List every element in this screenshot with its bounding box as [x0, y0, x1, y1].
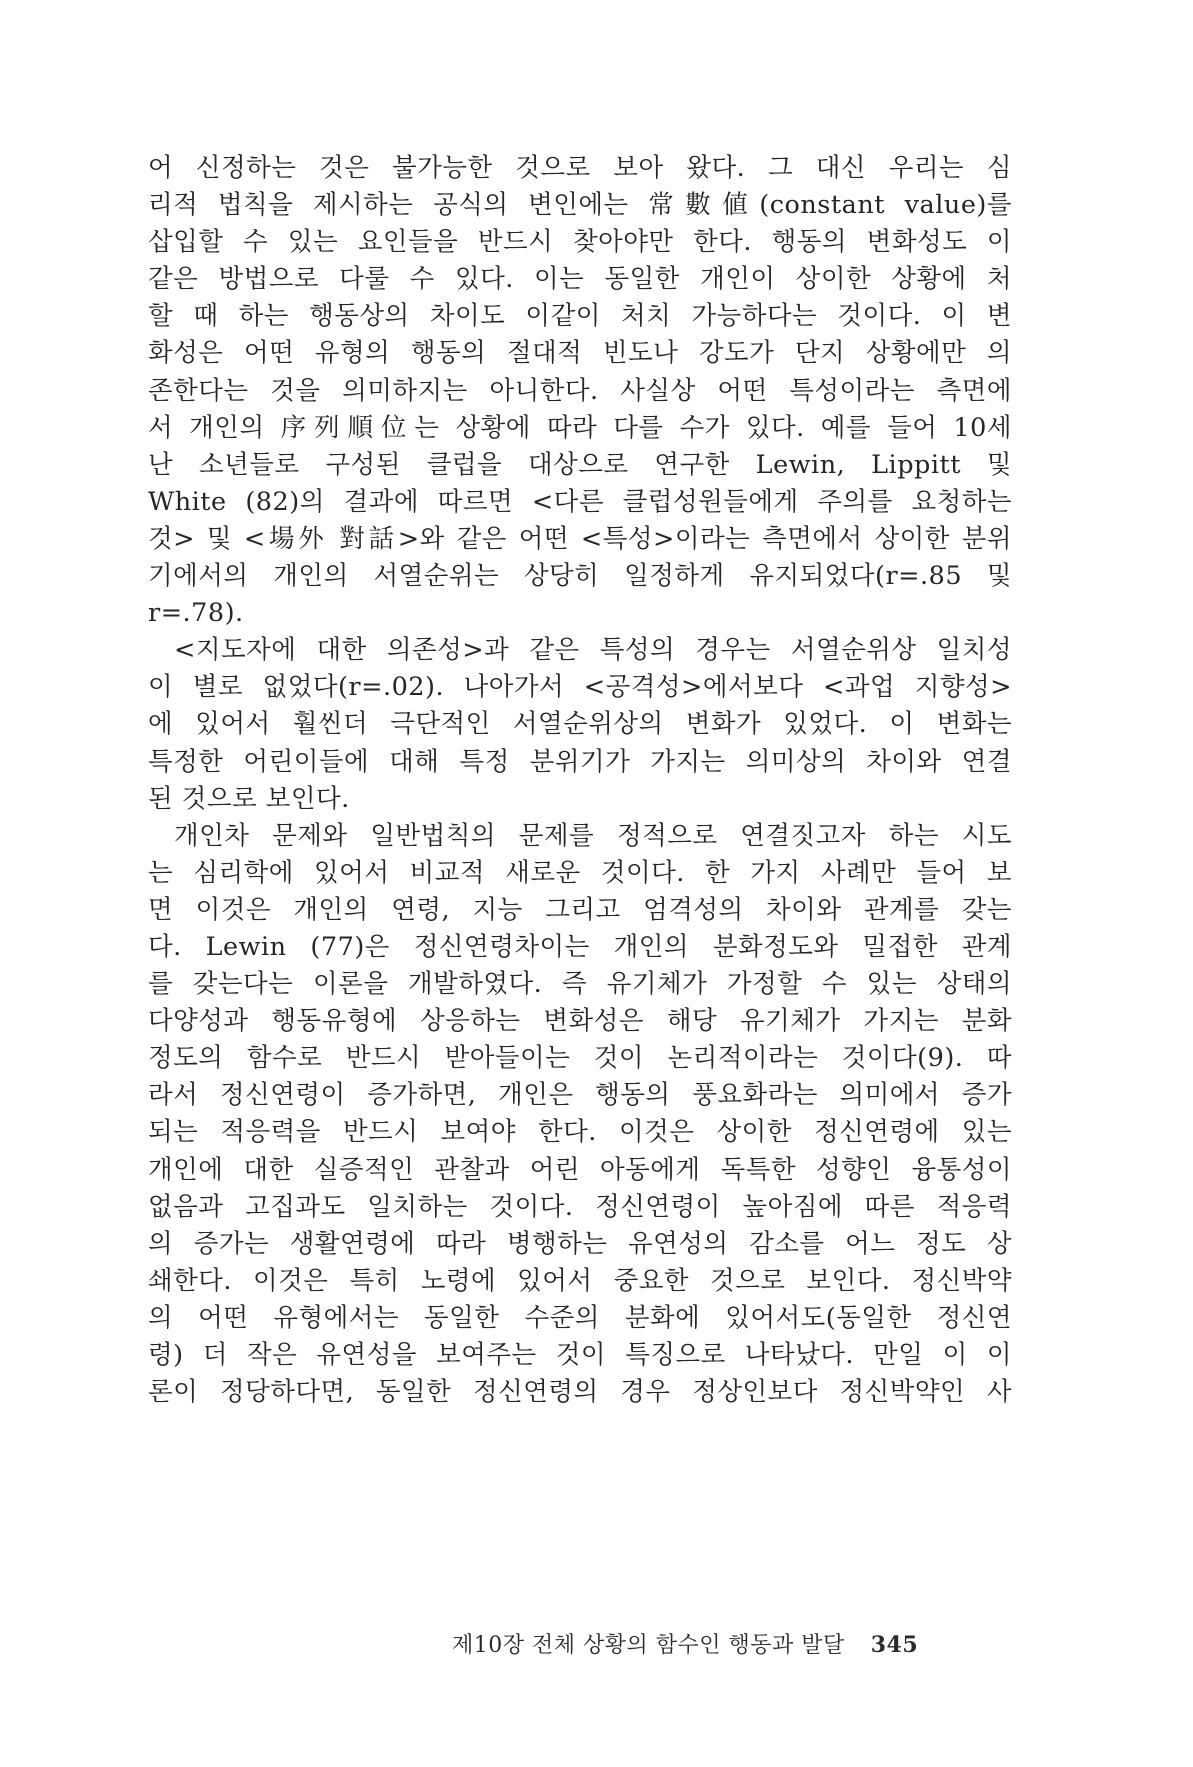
text-line: 정도의 함수로 반드시 받아들이는 것이 논리적이라는 것이다(9). 따	[148, 1043, 1012, 1074]
text-line: 같은 방법으로 다룰 수 있다. 이는 동일한 개인이 상이한 상황에 처	[148, 264, 1012, 295]
text-line: 되는 적응력을 반드시 보여야 한다. 이것은 상이한 정신연령에 있는	[148, 1117, 1012, 1148]
body-text	[148, 150, 1012, 1411]
text-line: 다. Lewin (77)은 정신연령차이는 개인의 분화정도와 밀접한 관계	[148, 931, 1012, 962]
running-head: 제10장 전체 상황의 함수인 행동과 발달	[452, 1633, 845, 1658]
text-line: 를 갖는다는 이론을 개발하였다. 즉 유기체가 가정할 수 있는 상태의	[148, 969, 1012, 1000]
text-line: 령) 더 작은 유연성을 보여주는 것이 특징으로 나타났다. 만일 이 이	[148, 1340, 1012, 1370]
text-line: 특정한 어린이들에 대해 특정 분위기가 가지는 의미상의 차이와 연결	[148, 746, 1012, 777]
text-line: 난 소년들로 구성된 클럽을 대상으로 연구한 Lewin, Lippitt 및	[148, 449, 1012, 480]
text-line: 이 별로 없었다(r=.02). 나아가서 <공격성>에서보다 <과업 지향성>	[148, 672, 1012, 703]
page-footer	[452, 1628, 918, 1659]
paragraph-first-line: <지도자에 대한 의존성>과 같은 특성의 경우는 서열순위상 일치성	[174, 635, 1012, 666]
paragraph-first-line: 개인차 문제와 일반법칙의 문제를 정적으로 연결짓고자 하는 시도	[174, 820, 1012, 851]
text-line: 없음과 고집과도 일치하는 것이다. 정신연령이 높아짐에 따른 적응력	[148, 1191, 1012, 1222]
page-number: 345	[870, 1632, 919, 1658]
text-line: White (82)의 결과에 따르면 <다른 클럽성원들에게 주의를 요청하는	[148, 486, 1012, 517]
text-line: 어 신정하는 것은 불가능한 것으로 보아 왔다. 그 대신 우리는 심	[148, 153, 1012, 183]
text-line: 의 어떤 유형에서는 동일한 수준의 분화에 있어서도(동일한 정신연	[148, 1302, 1012, 1333]
text-line: 존한다는 것을 의미하지는 아니한다. 사실상 어떤 특성이라는 측면에	[148, 375, 1012, 406]
text-line: 개인에 대한 실증적인 관찰과 어린 아동에게 독특한 성향인 융통성이	[148, 1154, 1012, 1185]
text-line: 서 개인의 序列順位는 상황에 따라 다를 수가 있다. 예를 들어 10세	[148, 412, 1012, 443]
text-line: 의 증가는 생활연령에 따라 병행하는 유연성의 감소를 어느 정도 상	[148, 1228, 1012, 1259]
text-line: 면 이것은 개인의 연령, 지능 그리고 엄격성의 차이와 관계를 갖는	[148, 894, 1012, 925]
text-line: 쇄한다. 이것은 특히 노령에 있어서 중요한 것으로 보인다. 정신박약	[148, 1265, 1012, 1296]
text-line: r=.78).	[148, 598, 244, 629]
text-line: 는 심리학에 있어서 비교적 새로운 것이다. 한 가지 사례만 들어 보	[148, 857, 1012, 888]
text-line: 할 때 하는 행동상의 차이도 이같이 처치 가능하다는 것이다. 이 변	[148, 301, 1012, 332]
text-line: 라서 정신연령이 증가하면, 개인은 행동의 풍요화라는 의미에서 증가	[148, 1080, 1012, 1111]
text-line: 된 것으로 보인다.	[148, 783, 350, 814]
text-line: 다양성과 행동유형에 상응하는 변화성은 해당 유기체가 가지는 분화	[148, 1006, 1012, 1037]
text-line: 삽입할 수 있는 요인들을 반드시 찾아야만 한다. 행동의 변화성도 이	[148, 227, 1012, 258]
text-line: 에 있어서 훨씬더 극단적인 서열순위상의 변화가 있었다. 이 변화는	[148, 709, 1012, 740]
text-line: 론이 정당하다면, 동일한 정신연령의 경우 정상인보다 정신박약인 사	[148, 1377, 1012, 1408]
text-line: 기에서의 개인의 서열순위는 상당히 일정하게 유지되었다(r=.85 및	[148, 561, 1012, 592]
text-line: 화성은 어떤 유형의 행동의 절대적 빈도나 강도가 단지 상황에만 의	[148, 338, 1012, 369]
text-line: 것> 및 <場外 對話>와 같은 어떤 <특성>이라는 측면에서 상이한 분위	[148, 523, 1012, 554]
text-line: 리적 법칙을 제시하는 공식의 변인에는 常數値(constant value)를	[148, 190, 1012, 221]
